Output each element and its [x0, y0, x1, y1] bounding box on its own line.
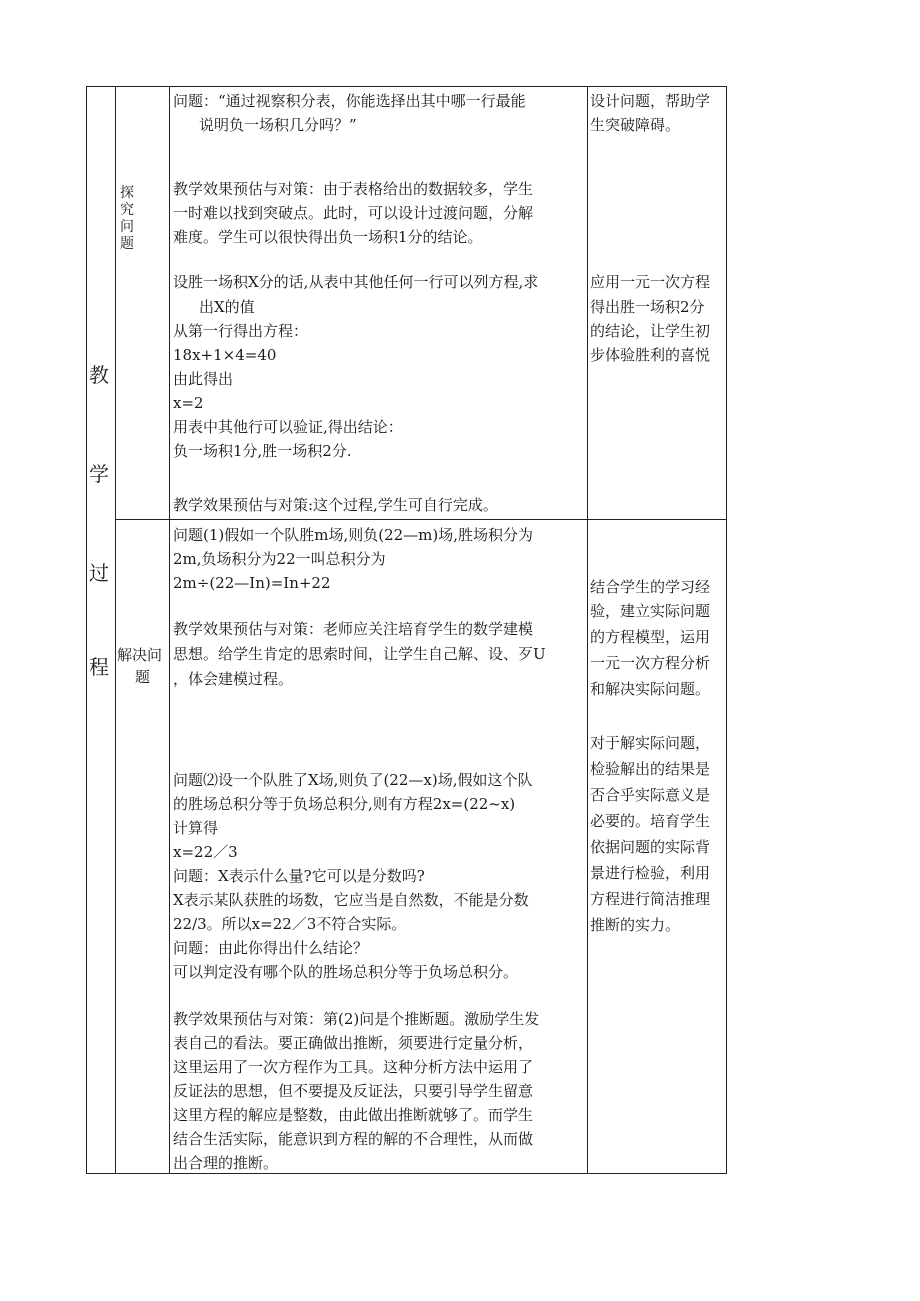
content-line: 18x+1×4=40 — [173, 346, 277, 364]
note-line: 否合乎实际意义是 — [590, 786, 711, 804]
row-label-char: 究 — [120, 202, 134, 218]
note-line: 应用一元一次方程 — [590, 273, 711, 291]
content-line: 反证法的思想，但不要提及反证法，只要引导学生留意 — [173, 1082, 534, 1100]
note-line: 得出胜一场积2分 — [590, 298, 705, 316]
content-line: 教学效果预估与对策：老师应关注培育学生的数学建模 — [173, 620, 534, 638]
content-line: 问题⑵设一个队胜了X场,则负了(22—x)场,假如这个队 — [173, 771, 533, 789]
content-line: 用表中其他行可以验证,得出结论： — [173, 418, 403, 436]
content-line: 问题(1)假如一个队胜m场,则负(22—m)场,胜场积分为 — [173, 526, 534, 544]
note-line: 推断的实力。 — [590, 916, 681, 934]
row-label-line: 解决问 — [117, 646, 163, 664]
content-line: 问题：“通过视察积分表，你能选择出其中哪一行最能 — [173, 92, 526, 110]
row-divider — [115, 519, 726, 520]
content-line: 出X的值 — [199, 298, 255, 316]
content-line: 这里运用了一次方程作为工具。这种分析方法中运用了 — [173, 1058, 534, 1076]
content-line: 负一场积1分,胜一场积2分. — [173, 442, 352, 460]
row-label-char: 题 — [120, 236, 134, 252]
content-line: X表示某队获胜的场数，它应当是自然数，不能是分数 — [173, 891, 529, 909]
note-line: 结合学生的学习经 — [590, 578, 711, 596]
note-line: 设计问题，帮助学 — [590, 92, 711, 110]
note-line: 一元一次方程分析 — [590, 654, 711, 672]
section-label-char: 程 — [89, 655, 109, 679]
row-label-char: 问 — [120, 219, 134, 235]
note-line: 的方程模型，运用 — [590, 628, 711, 646]
content-line: 说明负一场积几分吗？” — [199, 116, 357, 134]
content-line: 22/3。所以x=22／3不符合实际。 — [173, 915, 407, 933]
note-line: 生突破障碍。 — [590, 116, 681, 134]
note-line: 验，建立实际问题 — [590, 602, 711, 620]
content-line: 问题：X表示什么量?它可以是分数吗? — [173, 867, 425, 885]
content-line: 设胜一场积X分的话,从表中其他任何一行可以列方程,求 — [173, 273, 539, 291]
section-label-char: 教 — [89, 363, 109, 387]
content-line: 一时难以找到突破点。此时，可以设计过渡问题，分解 — [173, 204, 534, 222]
content-line: 可以判定没有哪个队的胜场总积分等于负场总积分。 — [173, 963, 519, 981]
content-line: 由此得出 — [173, 370, 234, 388]
content-line: 2m,负场积分为22一叫总积分为 — [173, 550, 386, 568]
note-line: 步体验胜利的喜悦 — [590, 346, 711, 364]
note-line: 的结论，让学生初 — [590, 322, 711, 340]
lesson-table — [86, 86, 727, 1174]
content-line: 教学效果预估与对策：第(2)问是个推断题。激励学生发 — [173, 1010, 540, 1028]
section-label-char: 过 — [89, 561, 109, 585]
content-line: x=2 — [173, 394, 204, 412]
content-line: 教学效果预估与对策：由于表格给出的数据较多，学生 — [173, 180, 534, 198]
content-line: 难度。学生可以很快得出负一场积1分的结论。 — [173, 228, 483, 246]
column-divider — [169, 87, 170, 1173]
column-divider — [587, 87, 588, 1173]
content-line: x=22／3 — [173, 843, 238, 861]
content-line: 思想。给学生肯定的思索时间，让学生自己解、设、歹U — [173, 645, 546, 663]
content-line: 2m÷(22—In)=In+22 — [173, 574, 331, 592]
content-line: 结合生活实际，能意识到方程的解的不合理性，从而做 — [173, 1130, 534, 1148]
content-line: 问题：由此你得出什么结论？ — [173, 939, 369, 957]
note-line: 方程进行简洁推理 — [590, 890, 711, 908]
column-divider — [115, 87, 116, 1173]
note-line: 景进行检验，利用 — [590, 864, 711, 882]
content-line: 计算得 — [173, 819, 219, 837]
note-line: 和解决实际问题。 — [590, 680, 711, 698]
content-line: 教学效果预估与对策:这个过程,学生可自行完成。 — [173, 496, 498, 514]
note-line: 必要的。培育学生 — [590, 812, 711, 830]
content-line: ，体会建模过程。 — [173, 670, 294, 688]
note-line: 对于解实际问题， — [590, 734, 711, 752]
note-line: 检验解出的结果是 — [590, 760, 711, 778]
content-line: 表自己的看法。要正确做出推断，须要进行定量分析， — [173, 1034, 534, 1052]
content-line: 从第一行得出方程： — [173, 322, 309, 340]
row-label-char: 探 — [120, 185, 134, 201]
section-label-char: 学 — [89, 462, 109, 486]
content-line: 这里方程的解应是整数，由此做出推断就够了。而学生 — [173, 1106, 534, 1124]
row-label-line: 题 — [135, 668, 151, 686]
content-line: 出合理的推断。 — [173, 1154, 279, 1172]
content-line: 的胜场总积分等于负场总积分,则有方程2x=(22~x) — [173, 795, 516, 813]
note-line: 依据问题的实际背 — [590, 838, 711, 856]
